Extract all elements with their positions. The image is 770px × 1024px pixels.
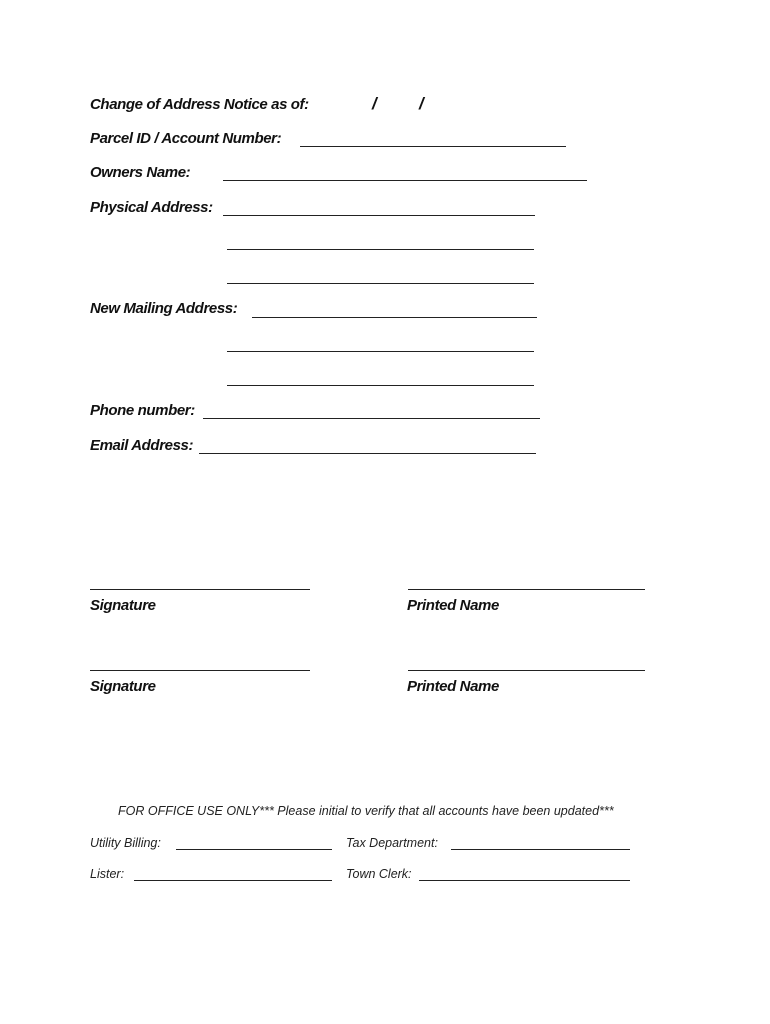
date-separator-1: / [372,94,377,113]
email-label: Email Address: [90,437,194,454]
mailing-address-line-1[interactable] [252,317,537,318]
printed-name-line-1[interactable] [408,589,645,590]
utility-billing-field[interactable] [176,849,332,850]
owners-name-label: Owners Name: [90,164,191,181]
physical-address-line-3[interactable] [227,283,534,284]
signature-line-1[interactable] [90,589,310,590]
tax-department-label: Tax Department: [346,836,438,850]
printed-name-line-2[interactable] [408,670,645,671]
signature-line-2[interactable] [90,670,310,671]
printed-name-label-2: Printed Name [407,678,499,695]
lister-label: Lister: [90,867,125,881]
town-clerk-label: Town Clerk: [346,867,412,881]
mailing-address-label: New Mailing Address: [90,300,238,317]
date-separator-2: / [419,94,424,113]
owners-name-field[interactable] [223,180,587,181]
utility-billing-label: Utility Billing: [90,836,161,850]
parcel-id-field[interactable] [300,146,566,147]
lister-field[interactable] [134,880,332,881]
phone-field[interactable] [203,418,540,419]
mailing-address-line-2[interactable] [227,351,534,352]
signature-label-1: Signature [90,597,156,614]
mailing-address-line-3[interactable] [227,385,534,386]
parcel-id-label: Parcel ID / Account Number: [90,130,282,147]
signature-label-2: Signature [90,678,156,695]
physical-address-line-2[interactable] [227,249,534,250]
physical-address-line-1[interactable] [223,215,535,216]
email-field[interactable] [199,453,536,454]
phone-label: Phone number: [90,402,195,419]
tax-department-field[interactable] [451,849,630,850]
printed-name-label-1: Printed Name [407,597,499,614]
physical-address-label: Physical Address: [90,199,213,216]
notice-date-label: Change of Address Notice as of: [90,96,309,113]
town-clerk-field[interactable] [419,880,630,881]
office-use-notice: FOR OFFICE USE ONLY*** Please initial to verify that all accounts have been updated*** [118,804,614,818]
